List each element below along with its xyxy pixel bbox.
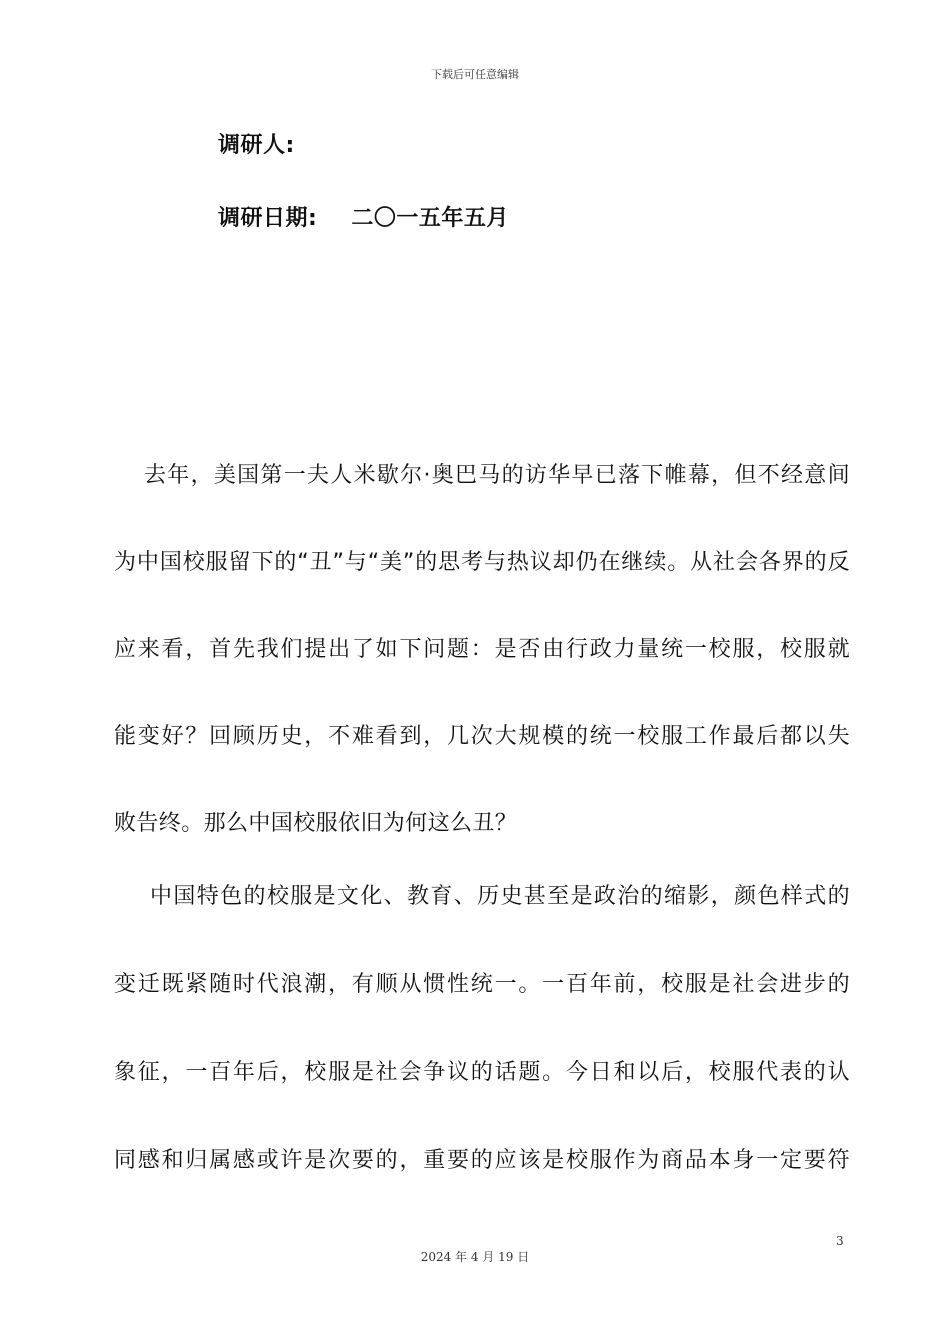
paragraph-line: 应来看，首先我们提出了如下问题：是否由行政力量统一校服，校服就 [114,637,850,662]
paragraph-line: 中国特色的校服是文化、教育、历史甚至是政治的缩影，颜色样式的 [150,884,850,909]
researcher-line [218,128,295,159]
researcher-label: 调研人: [218,133,295,158]
page-header-note: 下载后可任意编辑 [431,68,519,81]
footer-date: 2024 年 4 月 19 日 [420,1250,530,1264]
paragraph-line: 变迁既紧随时代浪潮，有顺从惯性统一。一百年前，校服是社会进步的 [114,972,850,997]
paragraph-line: 同感和归属感或许是次要的，重要的应该是校服作为商品本身一定要符 [114,1148,850,1173]
paragraph-line: 去年，美国第一夫人米歇尔·奥巴马的访华早已落下帷幕，但不经意间 [144,463,850,488]
paragraph-line: 为中国校服留下的“丑”与“美”的思考与热议却仍在继续。从社会各界的反 [114,550,850,575]
research-date-label: 调研日期: [218,206,318,231]
research-date-line [218,201,509,232]
research-date-value: 二〇一五年五月 [351,206,509,231]
paragraph-line: 败告终。那么中国校服依旧为何这么丑？ [114,811,518,836]
paragraph-line: 象征，一百年后，校服是社会争议的话题。今日和以后，校服代表的认 [114,1060,850,1085]
page-number: 3 [836,1234,844,1248]
paragraph-line: 能变好？回顾历史，不难看到，几次大规模的统一校服工作最后都以失 [114,724,850,749]
